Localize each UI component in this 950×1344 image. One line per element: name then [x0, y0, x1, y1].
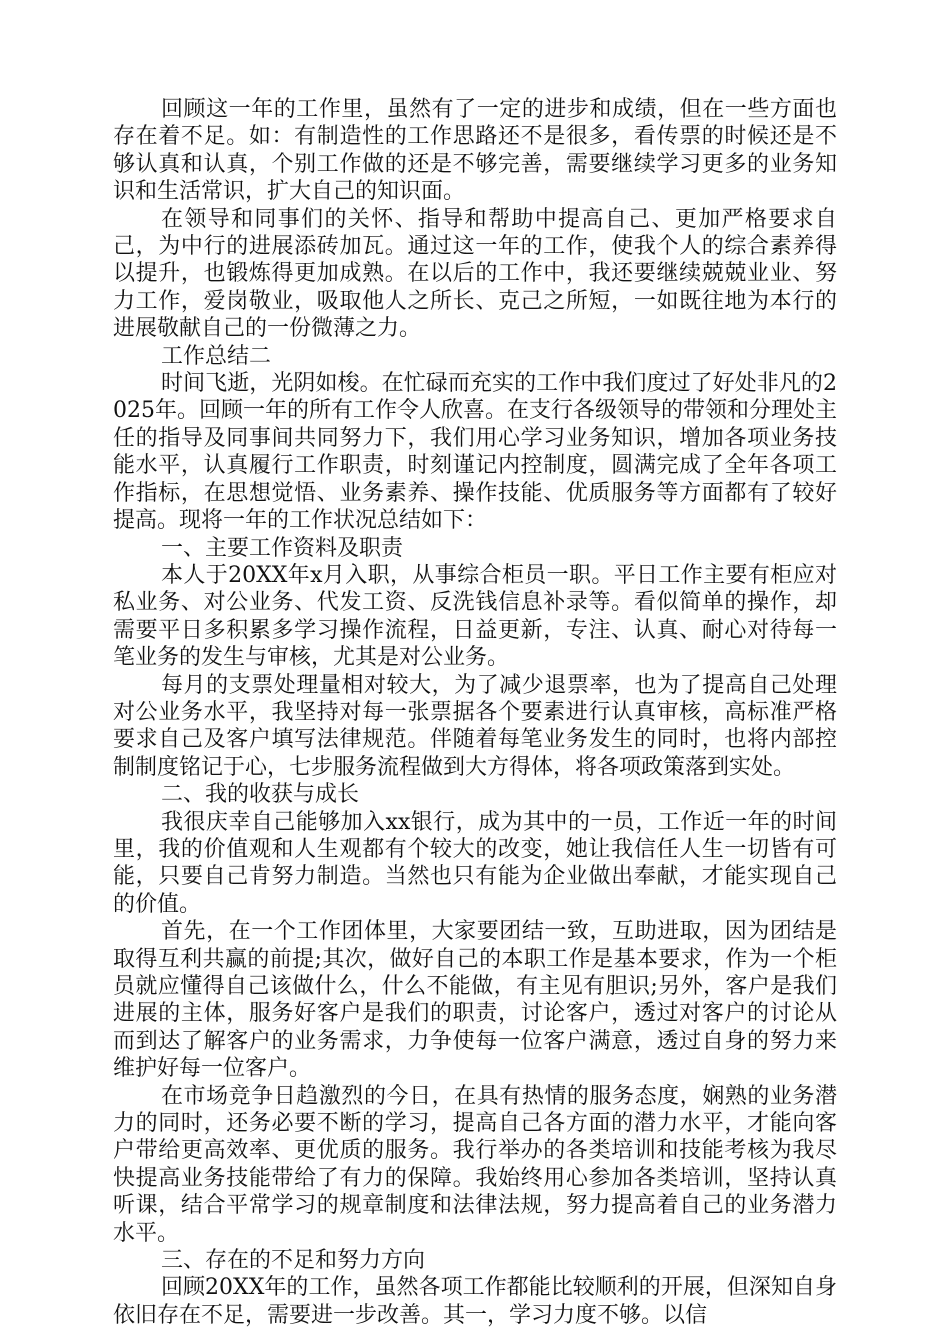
paragraph-year-overview: 时间飞逝，光阴如梭。在忙碌而充实的工作中我们度过了好处非凡的2025年。回顾一年的所有工作令人欣喜。在支行各级领导的带领和分理处主任的指导及同事间共同努力下，我们用心学习业务知识，增加各项业务技能水平，认真履行工作职责，时刻谨记内控制度，圆满完成了全年各项工作指标，在思想觉悟、业务素养、操作技能、优质服务等方面都有了较好提高。现将一年的工作状况总结如下：	[113, 371, 837, 534]
section-heading-main-duties: 一、主要工作资料及职责	[161, 535, 404, 561]
section-heading-summary-two: 工作总结二	[161, 343, 272, 369]
paragraph-cheque-processing: 每月的支票处理量相对较大，为了减少退票率，也为了提高自己处理对公业务水平，我坚持对每一张票据各个要素进行认真审核，高标准严格要求自己及客户填写法律规范。伴随着每笔业务发生的同时，也将内部控制制度铭记于心，七步服务流程做到大方得体，将各项政策落到实处。	[113, 672, 837, 780]
paragraph-self-improvement: 在领导和同事们的关怀、指导和帮助中提高自己、更加严格要求自己，为中行的进展添砖加瓦。通过这一年的工作，使我个人的综合素养得以提升，也锻炼得更加成熟。在以后的工作中，我还要继续兢兢业业、努力工作，爱岗敬业，吸取他人之所长、克己之所短，一如既往地为本行的进展敬献自己的一份微薄之力。	[113, 206, 837, 342]
section-heading-gains-growth: 二、我的收获与成长	[161, 782, 360, 808]
paragraph-joining-bank: 我很庆幸自己能够加入xx银行，成为其中的一员，工作近一年的时间里，我的价值观和人生观都有个较大的改变，她让我信任人生一切皆有可能，只要自己肯努力制造。当然也只有能为企业做出奉献，才能实现自己的价值。	[113, 809, 837, 917]
section-heading-shortcomings-direction: 三、存在的不足和努力方向	[161, 1248, 426, 1274]
paragraph-review-shortcomings: 回顾这一年的工作里，虽然有了一定的进步和成绩，但在一些方面也存在着不足。如：有制造性的工作思路还不是很多，看传票的时候还是不够认真和认真，个别工作做的还是不够完善，需要继续学习更多的业务知识和生活常识，扩大自己的知识面。	[113, 97, 837, 205]
document-page	[113, 96, 837, 1329]
paragraph-job-description: 本人于20XX年x月入职，从事综合柜员一职。平日工作主要有柜应对私业务、对公业务、代发工资、反洗钱信息补录等。看似简单的操作，却需要平日多积累多学习操作流程，日益更新，专注、认真、耐心对待每一笔业务的发生与审核，尤其是对公业务。	[113, 562, 837, 671]
paragraph-year-review: 回顾20XX年的工作，虽然各项工作都能比较顺利的开展，但深知自身依旧存在不足，需要进一步改善。其一，学习力度不够。以信	[113, 1275, 837, 1328]
paragraph-teamwork: 首先，在一个工作团体里，大家要团结一致，互助进取，因为团结是取得互利共赢的前提;其次，做好自己的本职工作是基本要求，作为一个柜员就应懂得自己该做什么，什么不能做，有主见有胆识;另外，客户是我们进展的主体，服务好客户是我们的职责，讨论客户，透过对客户的讨论从而到达了解客户的业务需求，力争使每一位客户满意，透过自身的努力来维护好每一位客户。	[113, 919, 837, 1082]
paragraph-continuous-learning: 在市场竞争日趋激烈的今日，在具有热情的服务态度，娴熟的业务潜力的同时，还务必要不断的学习，提高自己各方面的潜力水平，才能向客户带给更高效率、更优质的服务。我行举办的各类培训和技能考核为我尽快提高业务技能带给了有力的保障。我始终用心参加各类培训，坚持认真听课，结合平常学习的规章制度和法律法规，努力提高着自己的业务潜力水平。	[113, 1083, 837, 1246]
